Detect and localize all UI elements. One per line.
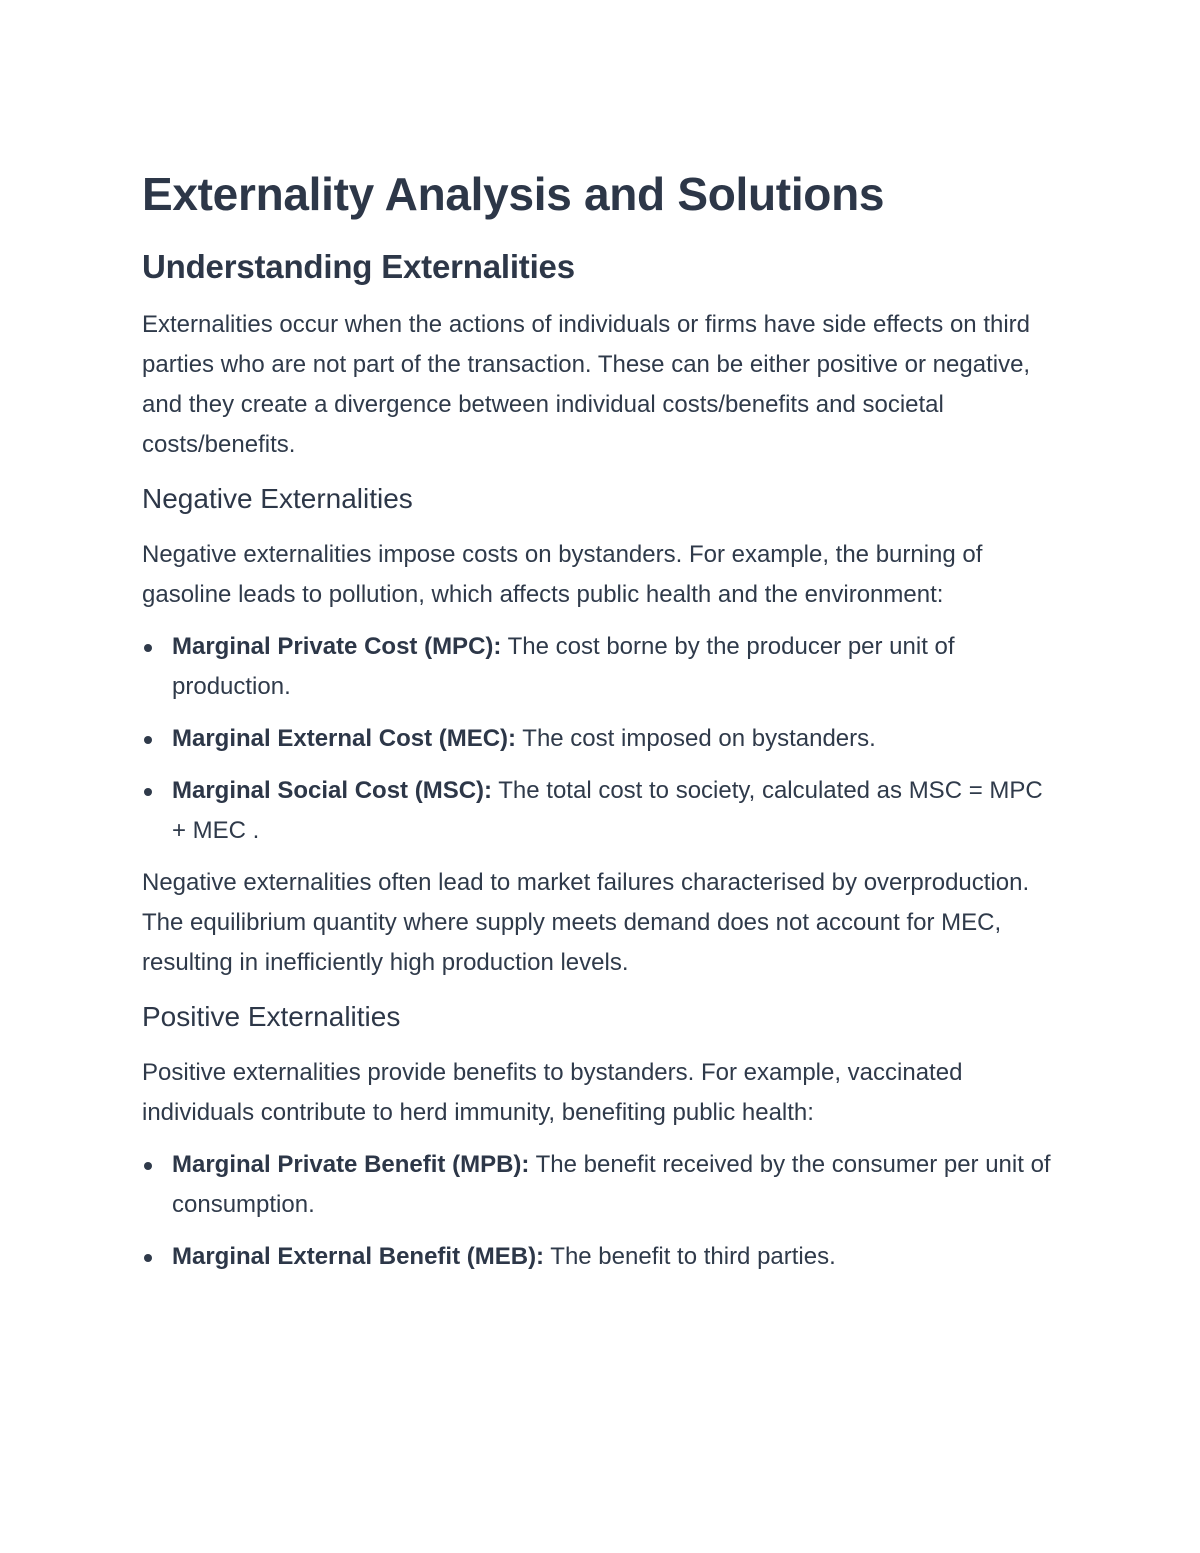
subheading-negative: Negative Externalities <box>142 483 413 514</box>
document-page <box>142 165 1062 1289</box>
intro-paragraph: Externalities occur when the actions of individuals or firms have side effects on third parties who are not part of the transaction. These can be either positive or negative, and they create a divergence between individual costs/benefits and societal costs/benefits. <box>142 311 1031 458</box>
negative-list <box>142 627 1062 851</box>
term-msc: Marginal Social Cost (MSC): <box>172 777 493 804</box>
desc-meb: The benefit to third parties. <box>544 1243 836 1270</box>
list-item-meb <box>142 1237 1062 1277</box>
bullet-icon <box>144 644 152 652</box>
term-mpb: Marginal Private Benefit (MPB): <box>172 1151 530 1178</box>
desc-mpc: The cost borne by the producer per unit of production. <box>172 633 955 700</box>
list-item-mpc <box>142 627 1062 707</box>
term-meb: Marginal External Benefit (MEB): <box>172 1243 545 1270</box>
positive-intro-paragraph: Positive externalities provide benefits to bystanders. For example, vaccinated individuals contribute to herd immunity, benefiting public health: <box>142 1059 963 1126</box>
bullet-icon <box>144 1254 152 1262</box>
bullet-icon <box>144 1162 152 1170</box>
negative-intro-paragraph: Negative externalities impose costs on bystanders. For example, the burning of gasoline leads to pollution, which affects public health and the environment: <box>142 541 983 608</box>
list-item-mec <box>142 719 1062 759</box>
section-heading-understanding: Understanding Externalities <box>142 248 575 285</box>
negative-conclusion-paragraph: Negative externalities often lead to market failures characterised by overproduction. The equilibrium quantity where supply meets demand does not account for MEC, resulting in inefficiently high production levels. <box>142 869 1030 976</box>
list-item-msc <box>142 771 1062 851</box>
bullet-icon <box>144 788 152 796</box>
list-item-mpb <box>142 1145 1062 1225</box>
bullet-icon <box>144 736 152 744</box>
term-mec: Marginal External Cost (MEC): <box>172 725 517 752</box>
desc-mec: The cost imposed on bystanders. <box>516 725 876 752</box>
subheading-positive: Positive Externalities <box>142 1001 401 1032</box>
desc-mpb: The benefit received by the consumer per unit of consumption. <box>172 1151 1051 1218</box>
desc-msc: The total cost to society, calculated as MSC = MPC + MEC . <box>172 777 1043 844</box>
term-mpc: Marginal Private Cost (MPC): <box>172 633 502 660</box>
document-title: Externality Analysis and Solutions <box>142 168 885 220</box>
positive-list <box>142 1145 1062 1277</box>
